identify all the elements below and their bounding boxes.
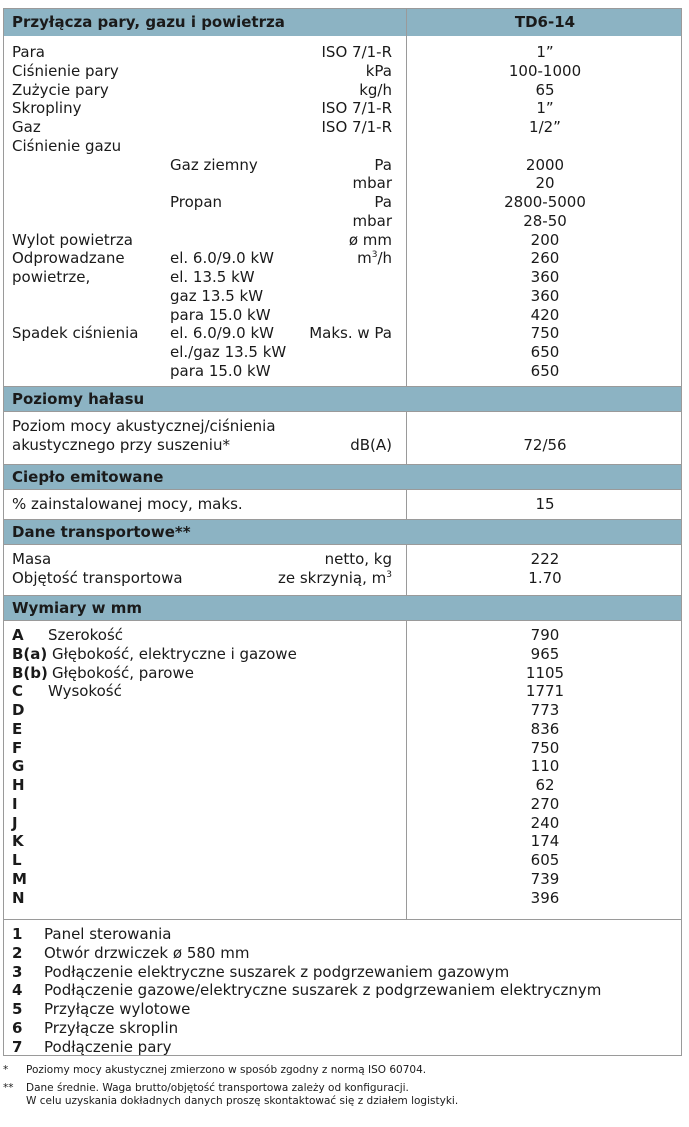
dimension-value: 240 bbox=[530, 813, 560, 832]
connection-sublabel: el. 6.0/9.0 kW bbox=[170, 324, 274, 343]
connection-value: 260 bbox=[530, 249, 560, 268]
connection-label: Gaz bbox=[12, 118, 41, 136]
divider bbox=[4, 544, 681, 545]
connection-unit: Pa bbox=[374, 193, 392, 211]
dimension-value: 1771 bbox=[525, 682, 565, 701]
connection-value: 28-50 bbox=[523, 211, 567, 230]
connection-sublabel: el. 13.5 kW bbox=[170, 268, 255, 286]
noise-label-line2: akustycznego przy suszeniu* bbox=[12, 436, 230, 454]
connection-value: 20 bbox=[535, 174, 555, 193]
dimension-description: Wysokość bbox=[48, 682, 122, 701]
connection-value: 650 bbox=[530, 361, 560, 380]
connection-value: 2000 bbox=[525, 155, 565, 174]
legend-text: Przyłącze wylotowe bbox=[44, 1000, 191, 1018]
connection-value: 1” bbox=[536, 43, 554, 61]
dimension-value: 750 bbox=[530, 738, 560, 757]
connection-label: Para bbox=[12, 43, 45, 61]
legend-number: 2 bbox=[12, 943, 23, 962]
dimension-value: 790 bbox=[530, 626, 560, 644]
connection-label: powietrze, bbox=[12, 268, 91, 286]
transport-mass-unit: netto, kg bbox=[324, 550, 392, 568]
connection-value: 100-1000 bbox=[508, 61, 582, 80]
noise-unit: dB(A) bbox=[350, 436, 392, 454]
heat-value: 15 bbox=[535, 495, 555, 513]
dimension-key: L bbox=[12, 851, 22, 869]
connection-label: Ciśnienie gazu bbox=[12, 136, 122, 155]
legend-text: Podłączenie elektryczne suszarek z podgrzewaniem gazowym bbox=[44, 962, 510, 981]
connection-unit: kPa bbox=[365, 61, 392, 80]
footnote-text: Dane średnie. Waga brutto/objętość transportowa zależy od konfiguracji. bbox=[26, 1082, 409, 1094]
connection-sublabel: el./gaz 13.5 kW bbox=[170, 343, 287, 361]
dimension-key: A bbox=[12, 626, 24, 644]
dimension-key: E bbox=[12, 719, 23, 738]
dimension-description: Głębokość, elektryczne i gazowe bbox=[52, 644, 297, 663]
header-title: Przyłącza pary, gazu i powietrza bbox=[12, 13, 285, 31]
connection-unit: ISO 7/1-R bbox=[321, 99, 392, 118]
connection-sublabel: gaz 13.5 kW bbox=[170, 286, 264, 305]
legend-number: 4 bbox=[12, 981, 23, 1000]
footnote-text: W celu uzyskania dokładnych danych proszę skontaktować się z działem logistyki. bbox=[26, 1095, 459, 1107]
legend-text: Panel sterowania bbox=[44, 925, 172, 943]
dimension-key: H bbox=[12, 776, 25, 794]
connection-sublabel: Gaz ziemny bbox=[170, 155, 258, 174]
connection-label: Wylot powietrza bbox=[12, 230, 133, 249]
footnote-mark: ** bbox=[3, 1082, 14, 1094]
connection-value: 360 bbox=[530, 268, 560, 286]
dimension-key: I bbox=[12, 794, 18, 813]
transport-volume-value: 1.70 bbox=[528, 569, 562, 587]
connection-unit: ISO 7/1-R bbox=[321, 43, 392, 61]
dimension-value: 270 bbox=[530, 794, 560, 813]
connection-sublabel: Propan bbox=[170, 193, 223, 211]
connection-value: 2800-5000 bbox=[504, 193, 586, 211]
dimensions-title: Wymiary w mm bbox=[12, 599, 142, 617]
transport-mass-value: 222 bbox=[530, 550, 560, 568]
dimension-value: 110 bbox=[530, 757, 560, 776]
dimension-key: D bbox=[12, 701, 25, 719]
legend-text: Podłączenie gazowe/elektryczne suszarek z podgrzewaniem elektrycznym bbox=[44, 981, 602, 1000]
noise-label-line1: Poziom mocy akustycznej/ciśnienia bbox=[12, 417, 276, 435]
noise-title: Poziomy hałasu bbox=[12, 390, 145, 408]
dimension-value: 836 bbox=[530, 719, 560, 738]
dimension-value: 396 bbox=[530, 888, 560, 907]
legend-number: 1 bbox=[12, 925, 23, 943]
connection-unit: mbar bbox=[352, 174, 392, 193]
connection-unit: Maks. w Pa bbox=[309, 324, 392, 343]
connection-unit: ISO 7/1-R bbox=[321, 118, 392, 136]
connection-label: Skropliny bbox=[12, 99, 82, 118]
connection-value: 650 bbox=[530, 343, 560, 361]
dimension-description: Głębokość, parowe bbox=[52, 663, 194, 682]
heat-label: % zainstalowanej mocy, maks. bbox=[12, 495, 243, 513]
specification-table bbox=[3, 8, 682, 1056]
legend-text: Przyłącze skroplin bbox=[44, 1018, 179, 1037]
dimension-key: G bbox=[12, 757, 25, 776]
divider bbox=[4, 620, 681, 621]
dimension-key: N bbox=[12, 888, 25, 907]
connection-value: 1” bbox=[536, 99, 554, 118]
connection-unit: ø mm bbox=[348, 230, 392, 249]
dimension-description: Szerokość bbox=[48, 626, 124, 644]
divider bbox=[4, 919, 681, 920]
dimension-value: 1105 bbox=[525, 663, 565, 682]
heat-title: Ciepło emitowane bbox=[12, 468, 164, 486]
divider bbox=[4, 411, 681, 412]
legend-text: Otwór drzwiczek ø 580 mm bbox=[44, 943, 250, 962]
connection-label: Zużycie pary bbox=[12, 80, 109, 99]
dimension-value: 965 bbox=[530, 644, 560, 663]
transport-volume-unit: ze skrzynią, $m^3$ bbox=[277, 569, 392, 587]
legend-text: Podłączenie pary bbox=[44, 1037, 172, 1056]
connection-sublabel: para 15.0 kW bbox=[170, 305, 271, 324]
dimension-key: B(a) bbox=[12, 644, 48, 663]
dimension-value: 174 bbox=[530, 832, 560, 851]
legend-number: 7 bbox=[12, 1037, 23, 1056]
connection-value: 1/2” bbox=[529, 118, 561, 136]
legend-number: 6 bbox=[12, 1018, 23, 1037]
connection-sublabel: el. 6.0/9.0 kW bbox=[170, 249, 274, 268]
legend-number: 5 bbox=[12, 1000, 23, 1018]
dimension-key: B(b) bbox=[12, 663, 48, 682]
legend-number: 3 bbox=[12, 962, 23, 981]
connection-unit: Pa bbox=[374, 155, 392, 174]
connection-label: Ciśnienie pary bbox=[12, 61, 119, 80]
footnote-text: Poziomy mocy akustycznej zmierzono w sposób zgodny z normą ISO 60704. bbox=[26, 1064, 427, 1076]
dimension-value: 605 bbox=[530, 851, 560, 869]
connection-label: Odprowadzane bbox=[12, 249, 125, 268]
transport-volume-label: Objętość transportowa bbox=[12, 569, 183, 587]
footnote-mark: * bbox=[3, 1064, 9, 1076]
connection-value: 65 bbox=[535, 80, 555, 99]
dimension-value: 773 bbox=[530, 701, 560, 719]
dimension-key: K bbox=[12, 832, 24, 851]
connection-unit: kg/h bbox=[359, 80, 392, 99]
connection-value: 200 bbox=[530, 230, 560, 249]
connection-unit: $m^3/h$ bbox=[357, 249, 392, 268]
connection-unit: mbar bbox=[352, 211, 392, 230]
divider bbox=[4, 489, 681, 490]
model-label: TD6-14 bbox=[514, 13, 576, 31]
noise-value: 72/56 bbox=[523, 436, 567, 454]
transport-mass-label: Masa bbox=[12, 550, 52, 568]
connection-value: 360 bbox=[530, 286, 560, 305]
dimension-key: F bbox=[12, 738, 23, 757]
dimension-key: C bbox=[12, 682, 24, 701]
connection-value: 750 bbox=[530, 324, 560, 343]
dimension-key: J bbox=[12, 813, 18, 832]
connection-label: Spadek ciśnienia bbox=[12, 324, 139, 343]
transport-title: Dane transportowe** bbox=[12, 523, 191, 541]
dimension-key: M bbox=[12, 869, 27, 888]
connection-sublabel: para 15.0 kW bbox=[170, 361, 271, 380]
dimension-value: 739 bbox=[530, 869, 560, 888]
dimension-value: 62 bbox=[535, 776, 555, 794]
connection-value: 420 bbox=[530, 305, 560, 324]
